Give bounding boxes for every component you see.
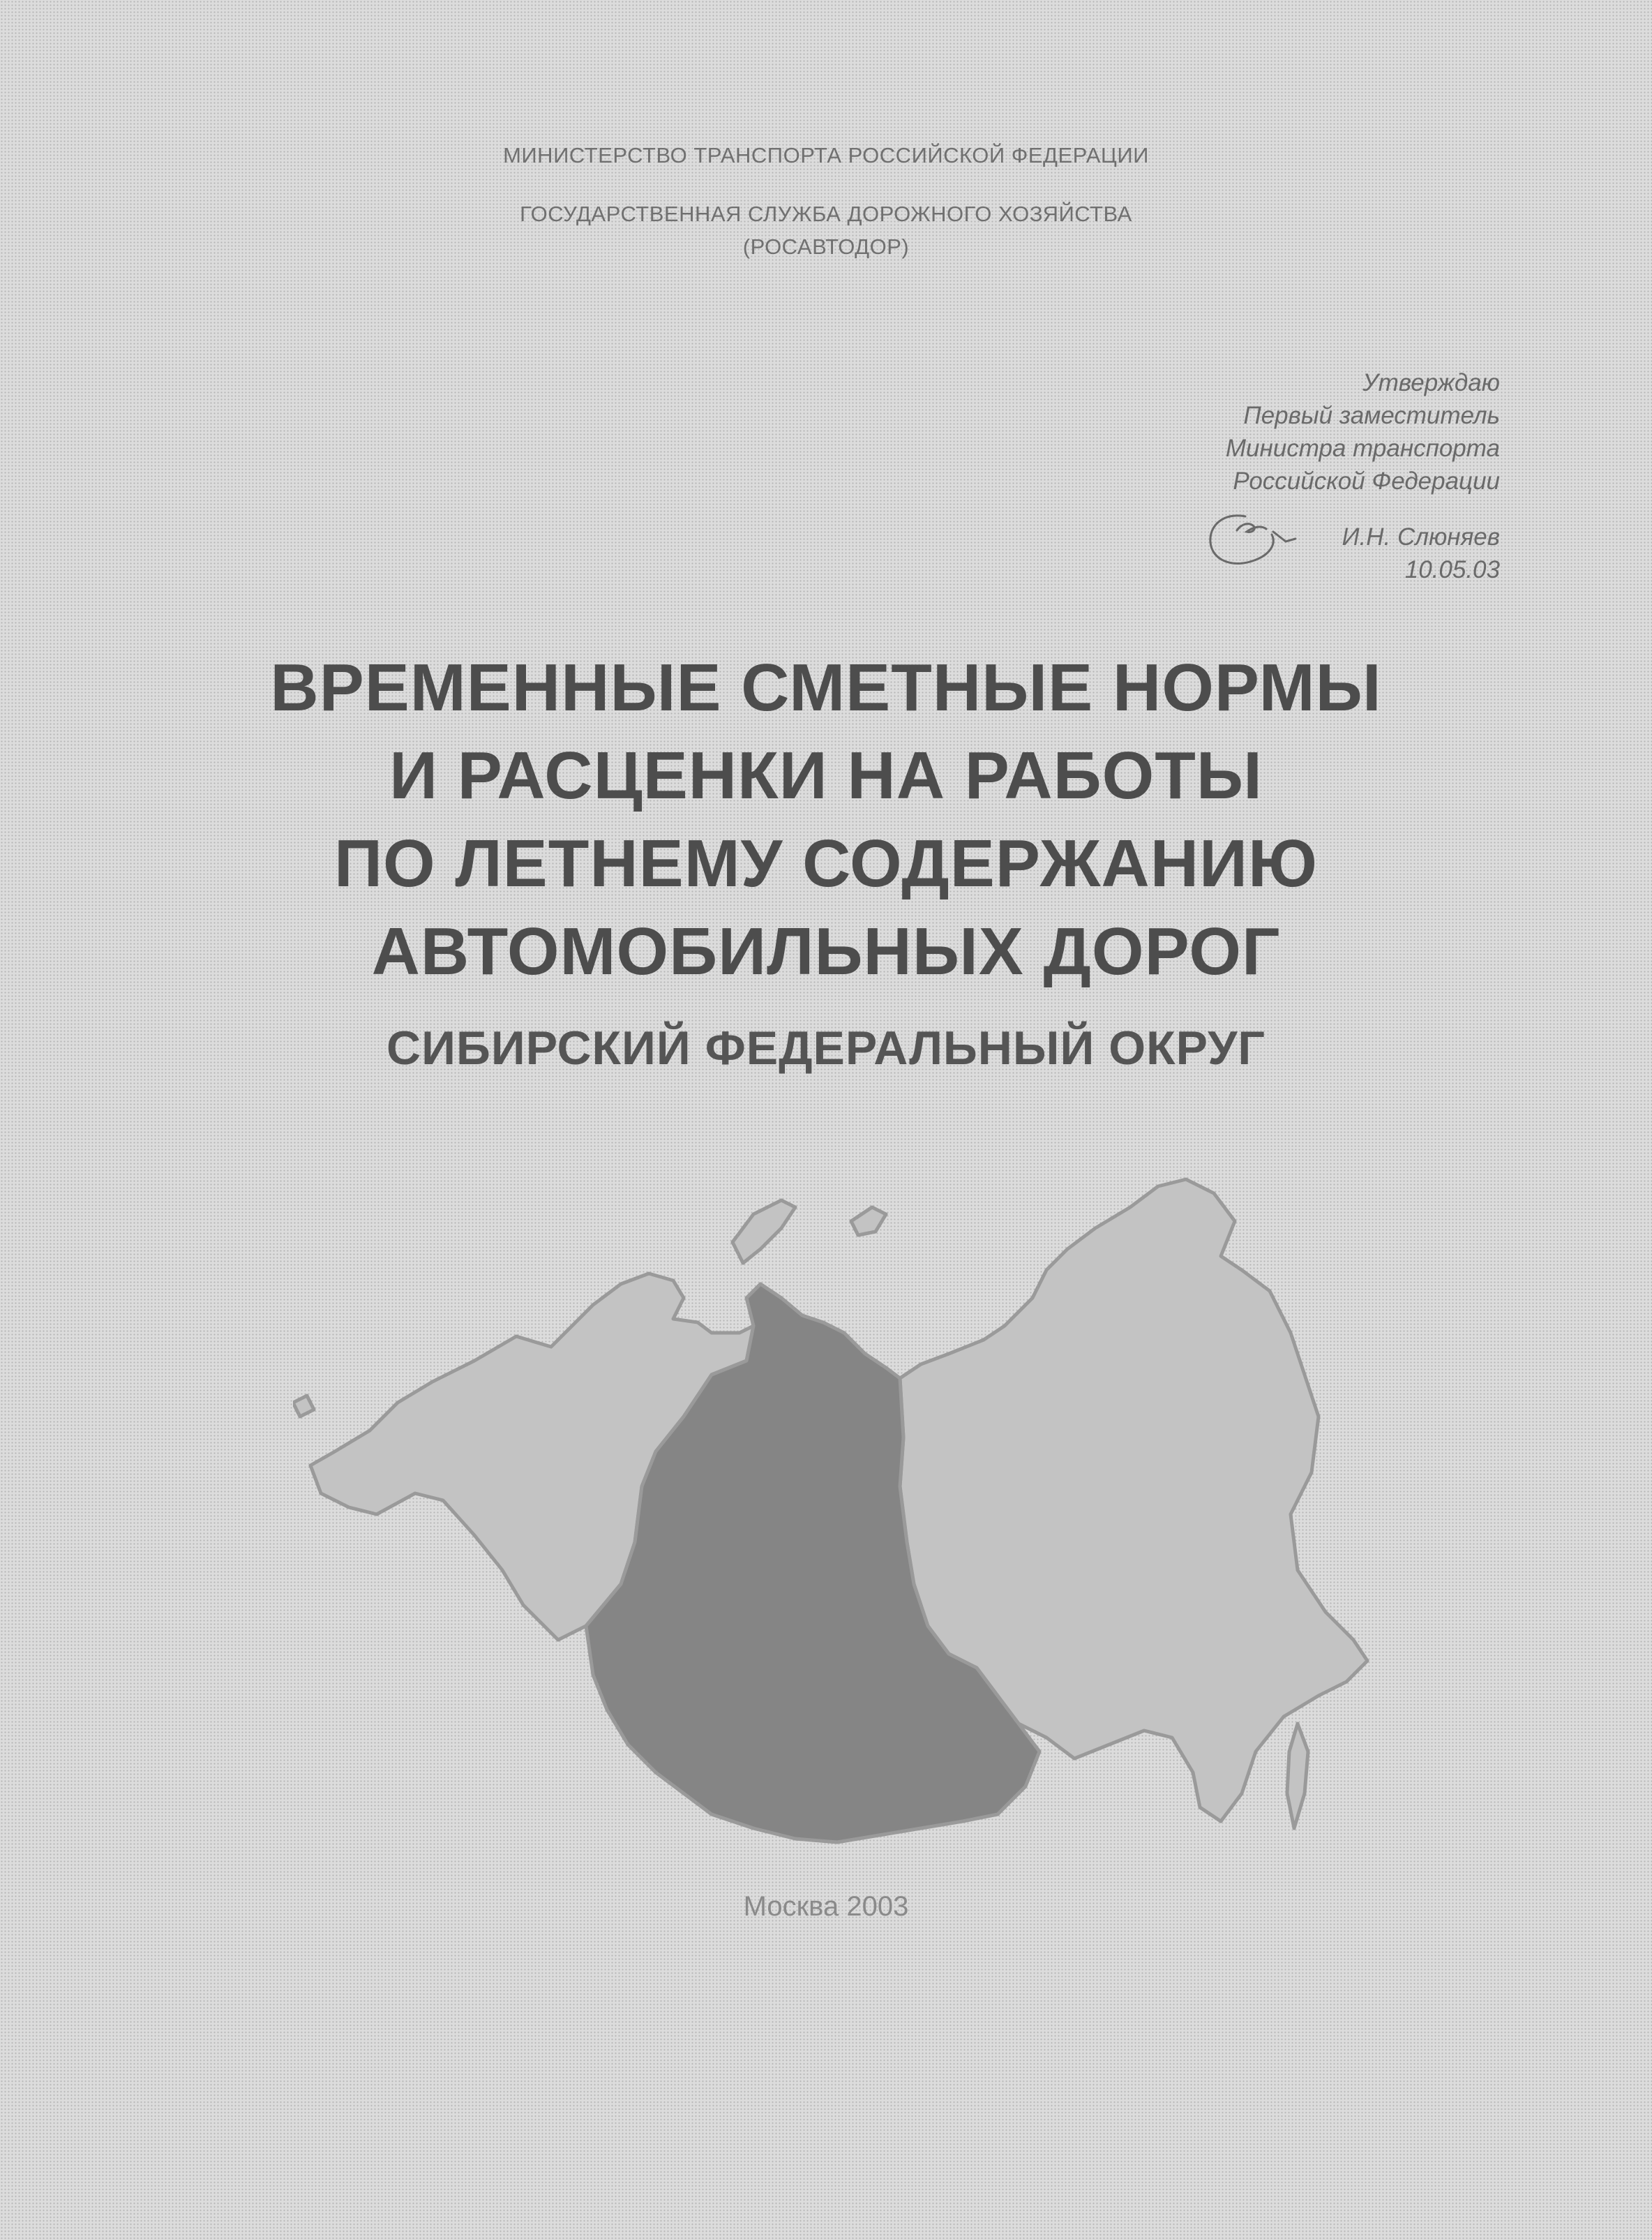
title-line: ВРЕМЕННЫЕ СМЕТНЫЕ НОРМЫ [270,650,1382,725]
title-line: ПО ЛЕТНЕМУ СОДЕРЖАНИЮ [333,826,1319,901]
signature-icon [1203,504,1305,574]
approval-line: Утверждаю [1362,369,1500,396]
signer-block [1342,521,1500,586]
ministry-name: МИНИСТЕРСТВО ТРАНСПОРТА РОССИЙСКОЙ ФЕДЕРАЦИИ [503,143,1149,167]
approval-line: Первый заместитель [1243,402,1500,429]
approval-date: 10.05.03 [1404,556,1500,583]
approval-line: Российской Федерации [1233,468,1500,495]
service-abbreviation: (РОСАВТОДОР) [742,234,910,259]
title-line: И РАСЦЕНКИ НА РАБОТЫ [389,738,1263,813]
approval-line: Министра транспорта [1225,435,1500,462]
approval-block [1226,366,1500,498]
publication-place-year: Москва 2003 [743,1891,909,1922]
subtitle: СИБИРСКИЙ ФЕДЕРАЛЬНЫЙ ОКРУГ [386,1022,1266,1075]
signer-name: И.Н. Слюняев [1342,523,1500,551]
russia-map-icon [293,1123,1381,2240]
title-line: АВТОМОБИЛЬНЫХ ДОРОГ [371,914,1281,989]
service-name: ГОСУДАРСТВЕННАЯ СЛУЖБА ДОРОЖНОГО ХОЗЯЙСТВА [520,202,1132,226]
